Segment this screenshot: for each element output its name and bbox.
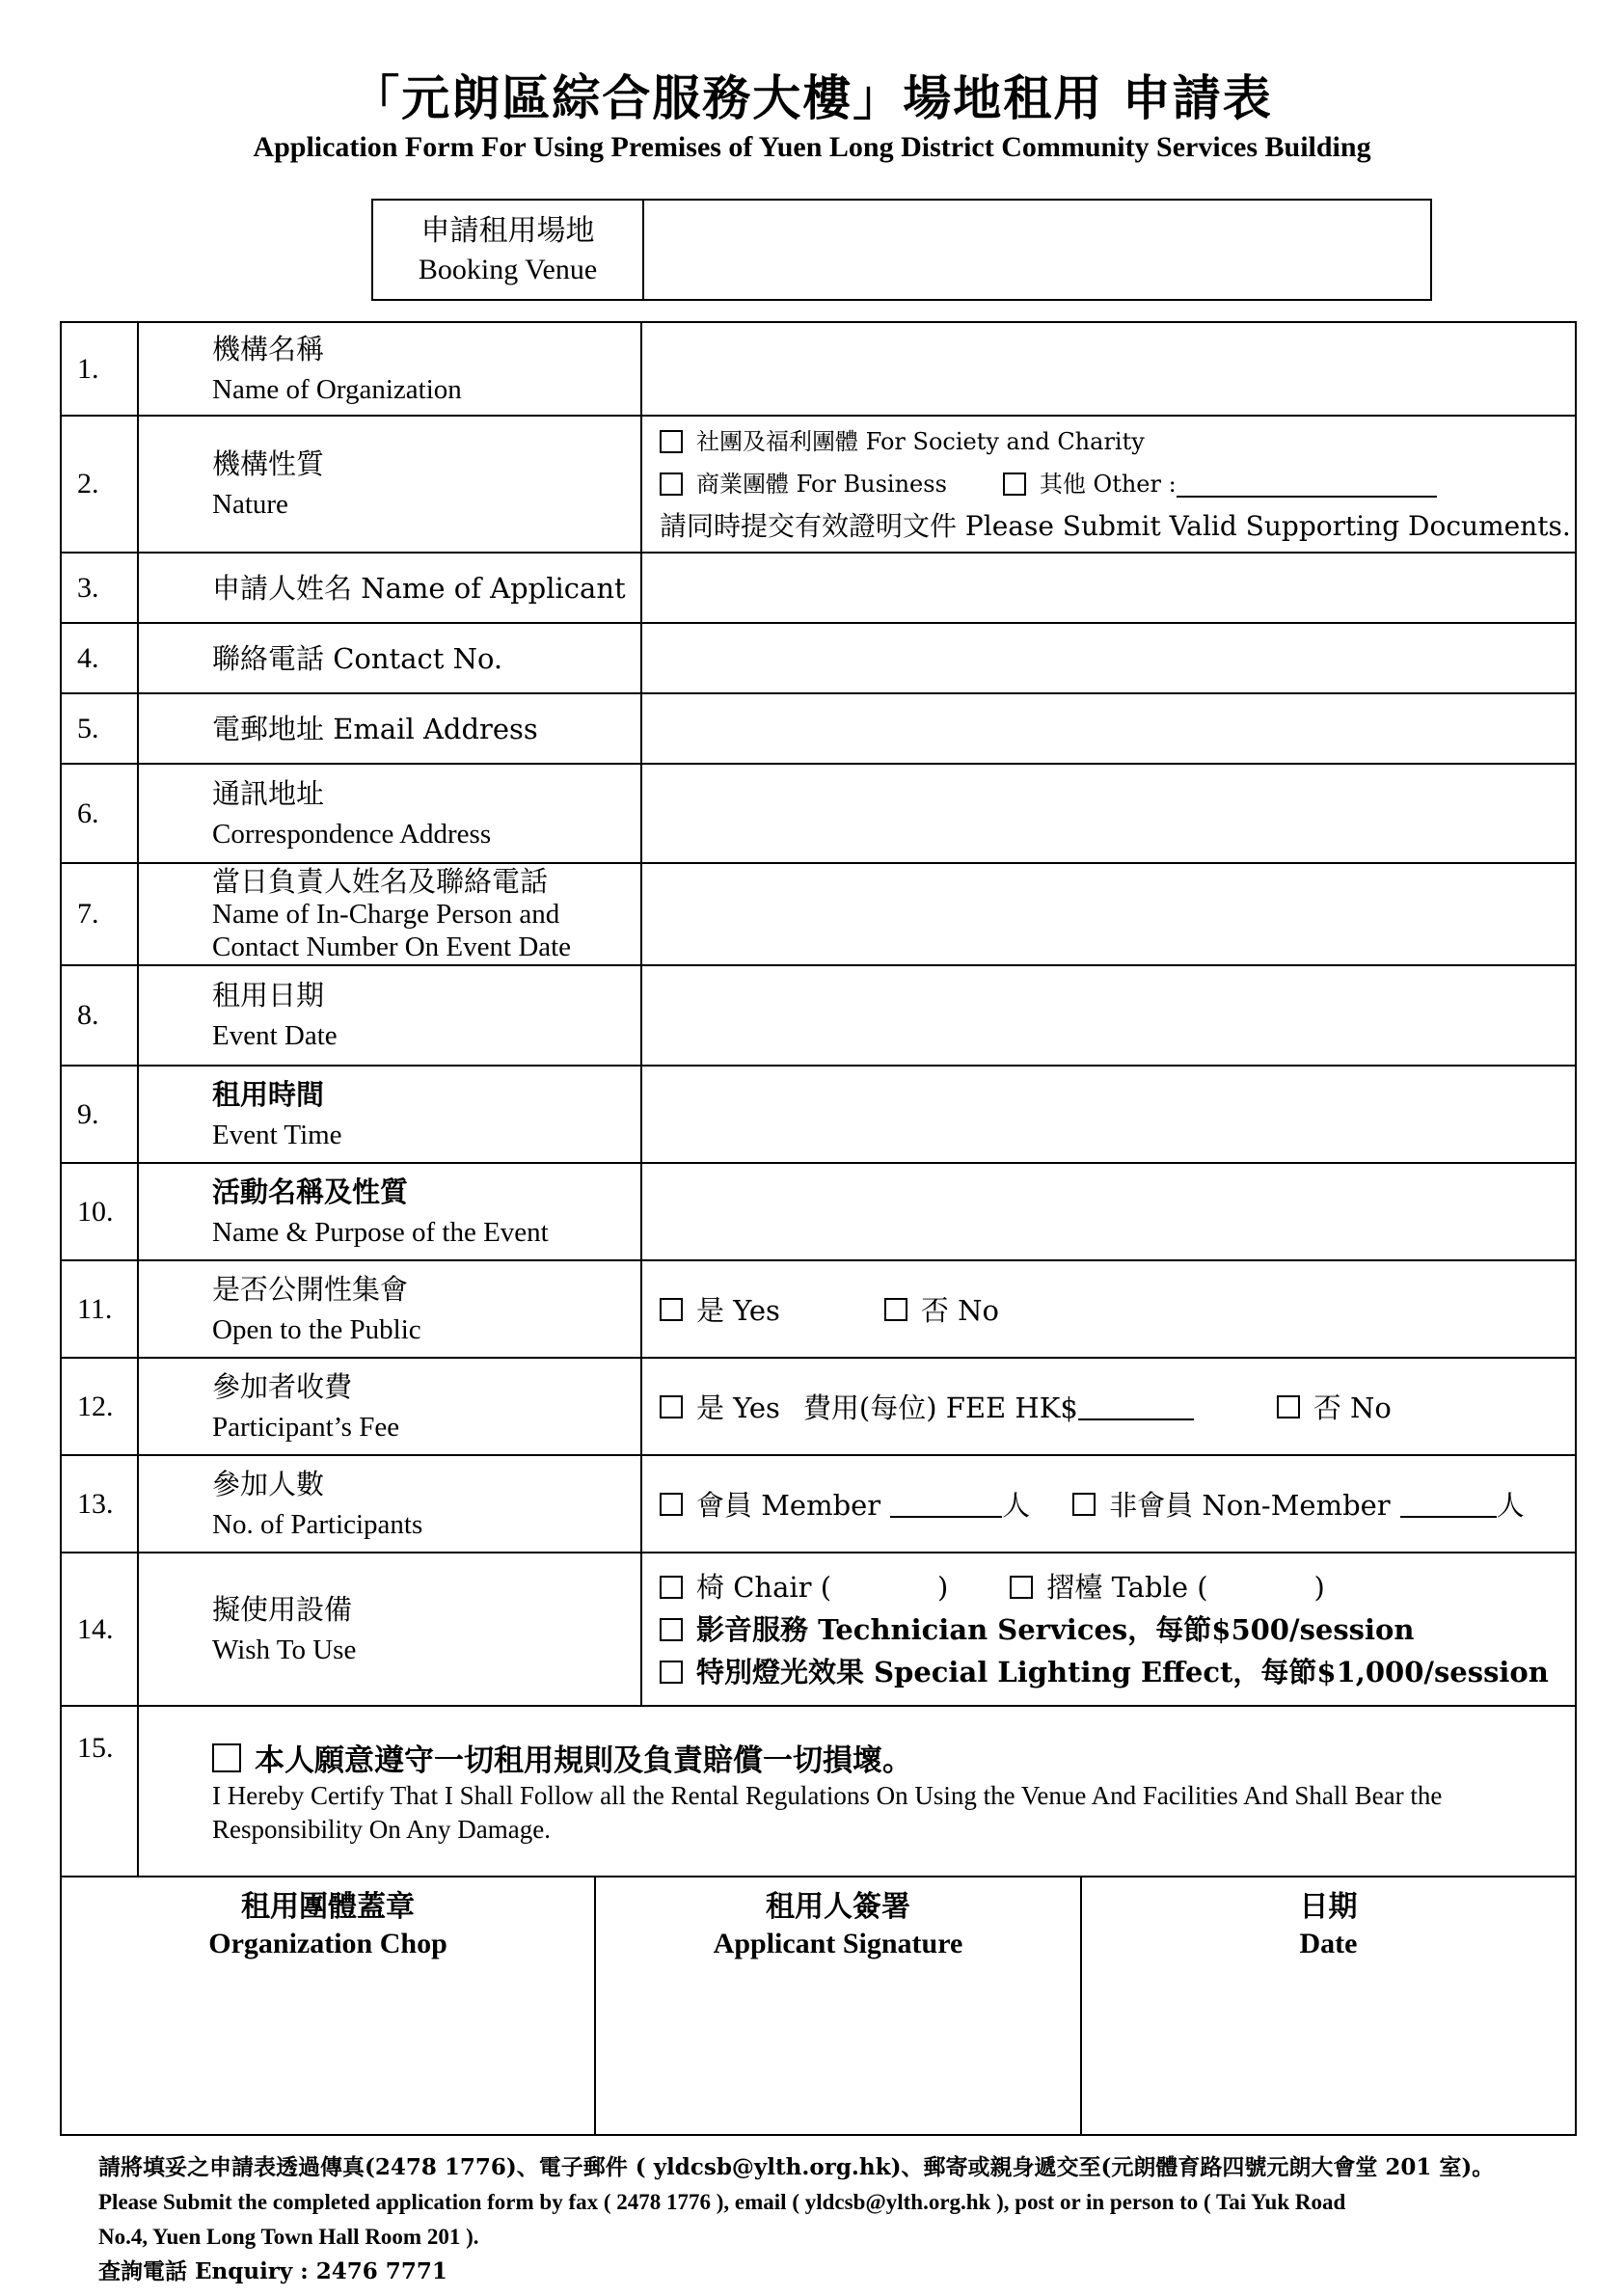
booking-venue-field[interactable] (646, 201, 1430, 299)
chair-label: 椅 Chair ( (696, 1570, 832, 1604)
fee-amount-label: 費用(每位) FEE HK$ (802, 1391, 1078, 1424)
label-en: Nature (212, 489, 288, 520)
row-participants (62, 1456, 1575, 1553)
open-yes-label: 是 Yes (696, 1294, 780, 1327)
row-label (141, 1359, 642, 1454)
other-specify-field[interactable] (1177, 471, 1437, 498)
label-zh: 參加人數 (212, 1467, 325, 1500)
row-label: 電郵地址 Email Address (141, 694, 642, 763)
row-label: 聯絡電話 Contact No. (141, 624, 642, 692)
row-address (62, 765, 1575, 864)
contact-no-field[interactable] (642, 624, 1575, 692)
nonmember-unit: 人 (1496, 1489, 1525, 1522)
row-number: 6. (62, 765, 139, 862)
footer-line-en-1: Please Submit the completed application form by fax ( 2478 1776 ), email ( yldcsb@ylth.org.hk ), post or in person to ( Tai Yuk Road (98, 2190, 1346, 2214)
booking-venue-label-en: Booking Venue (418, 254, 598, 285)
row-nature (62, 417, 1575, 554)
row-number: 9. (62, 1067, 139, 1162)
equipment-options (642, 1553, 1575, 1705)
row-certify (62, 1707, 1575, 1877)
applicant-signature-box[interactable] (596, 1877, 1082, 2134)
applicant-name-field[interactable] (642, 554, 1575, 622)
row-label (141, 1067, 642, 1162)
row-equipment (62, 1553, 1575, 1707)
label-zh: 租用日期 (212, 979, 325, 1012)
lighting-label: 特別燈光效果 Special Lighting Effect，每節$1,000/session (696, 1655, 1549, 1688)
member-label: 會員 Member (696, 1489, 881, 1522)
row-number: 2. (62, 417, 139, 552)
business-checkbox[interactable] (660, 473, 683, 496)
address-field[interactable] (642, 765, 1575, 862)
label-en-line2: Contact Number On Event Date (212, 932, 572, 962)
fee-no-label: 否 No (1313, 1391, 1392, 1424)
row-event-time (62, 1067, 1575, 1164)
open-public-options (642, 1261, 1575, 1357)
label-en-line1: Name of In-Charge Person and (212, 899, 560, 930)
label-en: Correspondence Address (212, 818, 492, 850)
form-subtitle: Application Form For Using Premises of Yuen Long District Community Services Building (253, 131, 1371, 163)
label-zh: 是否公開性集會 (212, 1272, 409, 1306)
participants-options (642, 1456, 1575, 1552)
row-email (62, 694, 1575, 765)
form-title: 「元朗區綜合服務大樓」場地租用 申請表 (351, 69, 1273, 126)
footer-line-zh: 請將填妥之申請表透過傳真(2478 1776)、電子郵件 ( yldcsb@ylth.org.hk)、郵寄或親身遞交至(元朗體育路四號元朗大會堂 201 室)。 (98, 2154, 1495, 2180)
supporting-docs-note: 請同時提交有效證明文件 Please Submit Valid Supporting Documents. (660, 510, 1571, 542)
date-box[interactable] (1082, 1877, 1575, 2134)
label-en: No. of Participants (212, 1508, 423, 1540)
in-charge-field[interactable] (642, 864, 1575, 964)
email-field[interactable] (642, 694, 1575, 763)
row-label (141, 864, 642, 964)
row-number: 3. (62, 554, 139, 622)
row-label (141, 323, 642, 415)
row-event-name (62, 1164, 1575, 1261)
row-number: 5. (62, 694, 139, 763)
label-zh: 活動名稱及性質 (212, 1175, 409, 1208)
row-in-charge (62, 864, 1575, 966)
row-label (141, 1456, 642, 1552)
booking-venue-box (371, 199, 1432, 301)
label-en: Event Time (212, 1119, 342, 1150)
chop-label-en: Organization Chop (208, 1928, 447, 1959)
label-en: Name of Organization (212, 373, 462, 405)
row-number: 13. (62, 1456, 139, 1552)
fee-yes-checkbox[interactable] (660, 1395, 683, 1418)
row-organization (62, 323, 1575, 417)
row-number: 14. (62, 1553, 139, 1705)
booking-venue-label-zh: 申請租用場地 (420, 214, 595, 248)
row-number: 15. (62, 1707, 139, 1876)
nonmember-count-field[interactable] (1400, 1491, 1497, 1518)
row-contact (62, 624, 1575, 694)
certify-en: I Hereby Certify That I Shall Follow all the Rental Regulations On Using the Venue And Facilities And Shall Bear the Responsibility On Any Damage. (212, 1781, 1443, 1844)
footer-line-en-2: No.4, Yuen Long Town Hall Room 201 ). (98, 2225, 479, 2249)
application-form-table (60, 321, 1577, 2136)
technician-checkbox[interactable] (660, 1618, 683, 1641)
organization-chop-box[interactable] (62, 1877, 596, 2134)
row-fee (62, 1359, 1575, 1456)
fee-options (642, 1359, 1575, 1454)
row-number: 7. (62, 864, 139, 964)
row-number: 4. (62, 624, 139, 692)
label-en: Participant’s Fee (212, 1411, 400, 1443)
enquiry-line: 查詢電話 Enquiry : 2476 7771 (98, 2258, 447, 2284)
certify-statement (141, 1707, 1563, 1876)
row-number: 10. (62, 1164, 139, 1259)
member-count-field[interactable] (890, 1491, 1002, 1518)
row-label (141, 1164, 642, 1259)
nature-options (642, 417, 1575, 552)
open-no-label: 否 No (920, 1294, 999, 1327)
member-unit: 人 (1002, 1489, 1031, 1522)
label-en: Open to the Public (212, 1313, 421, 1345)
other-checkbox[interactable] (1003, 473, 1026, 496)
other-option-label: 其他 Other : (1039, 471, 1177, 498)
certify-zh: 本人願意遵守一切租用規則及負責賠償一切損壞。 (255, 1743, 912, 1778)
label-zh: 機構性質 (212, 447, 325, 480)
signature-label-zh: 租用人簽署 (766, 1890, 910, 1924)
open-yes-checkbox[interactable] (660, 1298, 683, 1321)
label-zh: 通訊地址 (212, 776, 325, 810)
table-close: ) (1313, 1570, 1325, 1604)
business-option-label: 商業團體 For Business (696, 471, 947, 498)
event-date-field[interactable] (642, 966, 1575, 1065)
table-checkbox[interactable] (1010, 1576, 1033, 1599)
label-zh: 參加者收費 (212, 1369, 353, 1403)
date-label-en: Date (1299, 1928, 1358, 1959)
nonmember-label: 非會員 Non-Member (1109, 1489, 1391, 1522)
row-number: 11. (62, 1261, 139, 1357)
chair-checkbox[interactable] (660, 1576, 683, 1599)
organization-name-field[interactable] (642, 323, 1575, 415)
technician-label: 影音服務 Technician Services，每節$500/session (696, 1612, 1415, 1646)
signature-area (62, 1877, 1575, 2134)
row-applicant (62, 554, 1575, 624)
chop-label-zh: 租用團體蓋章 (241, 1890, 415, 1924)
fee-amount-field[interactable] (1078, 1393, 1194, 1420)
booking-venue-label (373, 201, 644, 299)
row-number: 12. (62, 1359, 139, 1454)
label-en: Event Date (212, 1020, 338, 1051)
certify-checkbox[interactable] (212, 1743, 241, 1772)
row-label (141, 417, 642, 552)
row-label (141, 966, 642, 1065)
signature-label-en: Applicant Signature (713, 1928, 963, 1959)
nonmember-checkbox[interactable] (1072, 1493, 1096, 1516)
chair-close: ) (937, 1570, 949, 1604)
member-checkbox[interactable] (660, 1493, 683, 1516)
row-label (141, 765, 642, 862)
date-label-zh: 日期 (1299, 1890, 1358, 1924)
row-number: 1. (62, 323, 139, 415)
fee-no-checkbox[interactable] (1277, 1395, 1300, 1418)
label-zh: 租用時間 (212, 1077, 325, 1111)
lighting-checkbox[interactable] (660, 1661, 683, 1684)
table-label: 摺檯 Table ( (1046, 1570, 1208, 1604)
label-zh: 當日負責人姓名及聯絡電話 (212, 865, 549, 898)
society-option-label: 社團及福利團體 For Society and Charity (696, 428, 1145, 455)
row-label: 申請人姓名 Name of Applicant (141, 554, 642, 622)
society-checkbox[interactable] (660, 430, 683, 453)
label-en: Name & Purpose of the Event (212, 1216, 549, 1248)
submission-instructions (98, 2150, 1564, 2289)
open-no-checkbox[interactable] (884, 1298, 907, 1321)
label-en: Wish To Use (212, 1634, 357, 1665)
label-zh: 機構名稱 (212, 332, 325, 365)
fee-yes-label: 是 Yes (696, 1391, 780, 1424)
row-open-public (62, 1261, 1575, 1359)
row-label (141, 1261, 642, 1357)
row-event-date (62, 966, 1575, 1067)
event-time-field[interactable] (642, 1067, 1575, 1162)
row-number: 8. (62, 966, 139, 1065)
event-name-field[interactable] (642, 1164, 1575, 1259)
label-zh: 擬使用設備 (212, 1592, 353, 1626)
row-label (141, 1553, 642, 1705)
